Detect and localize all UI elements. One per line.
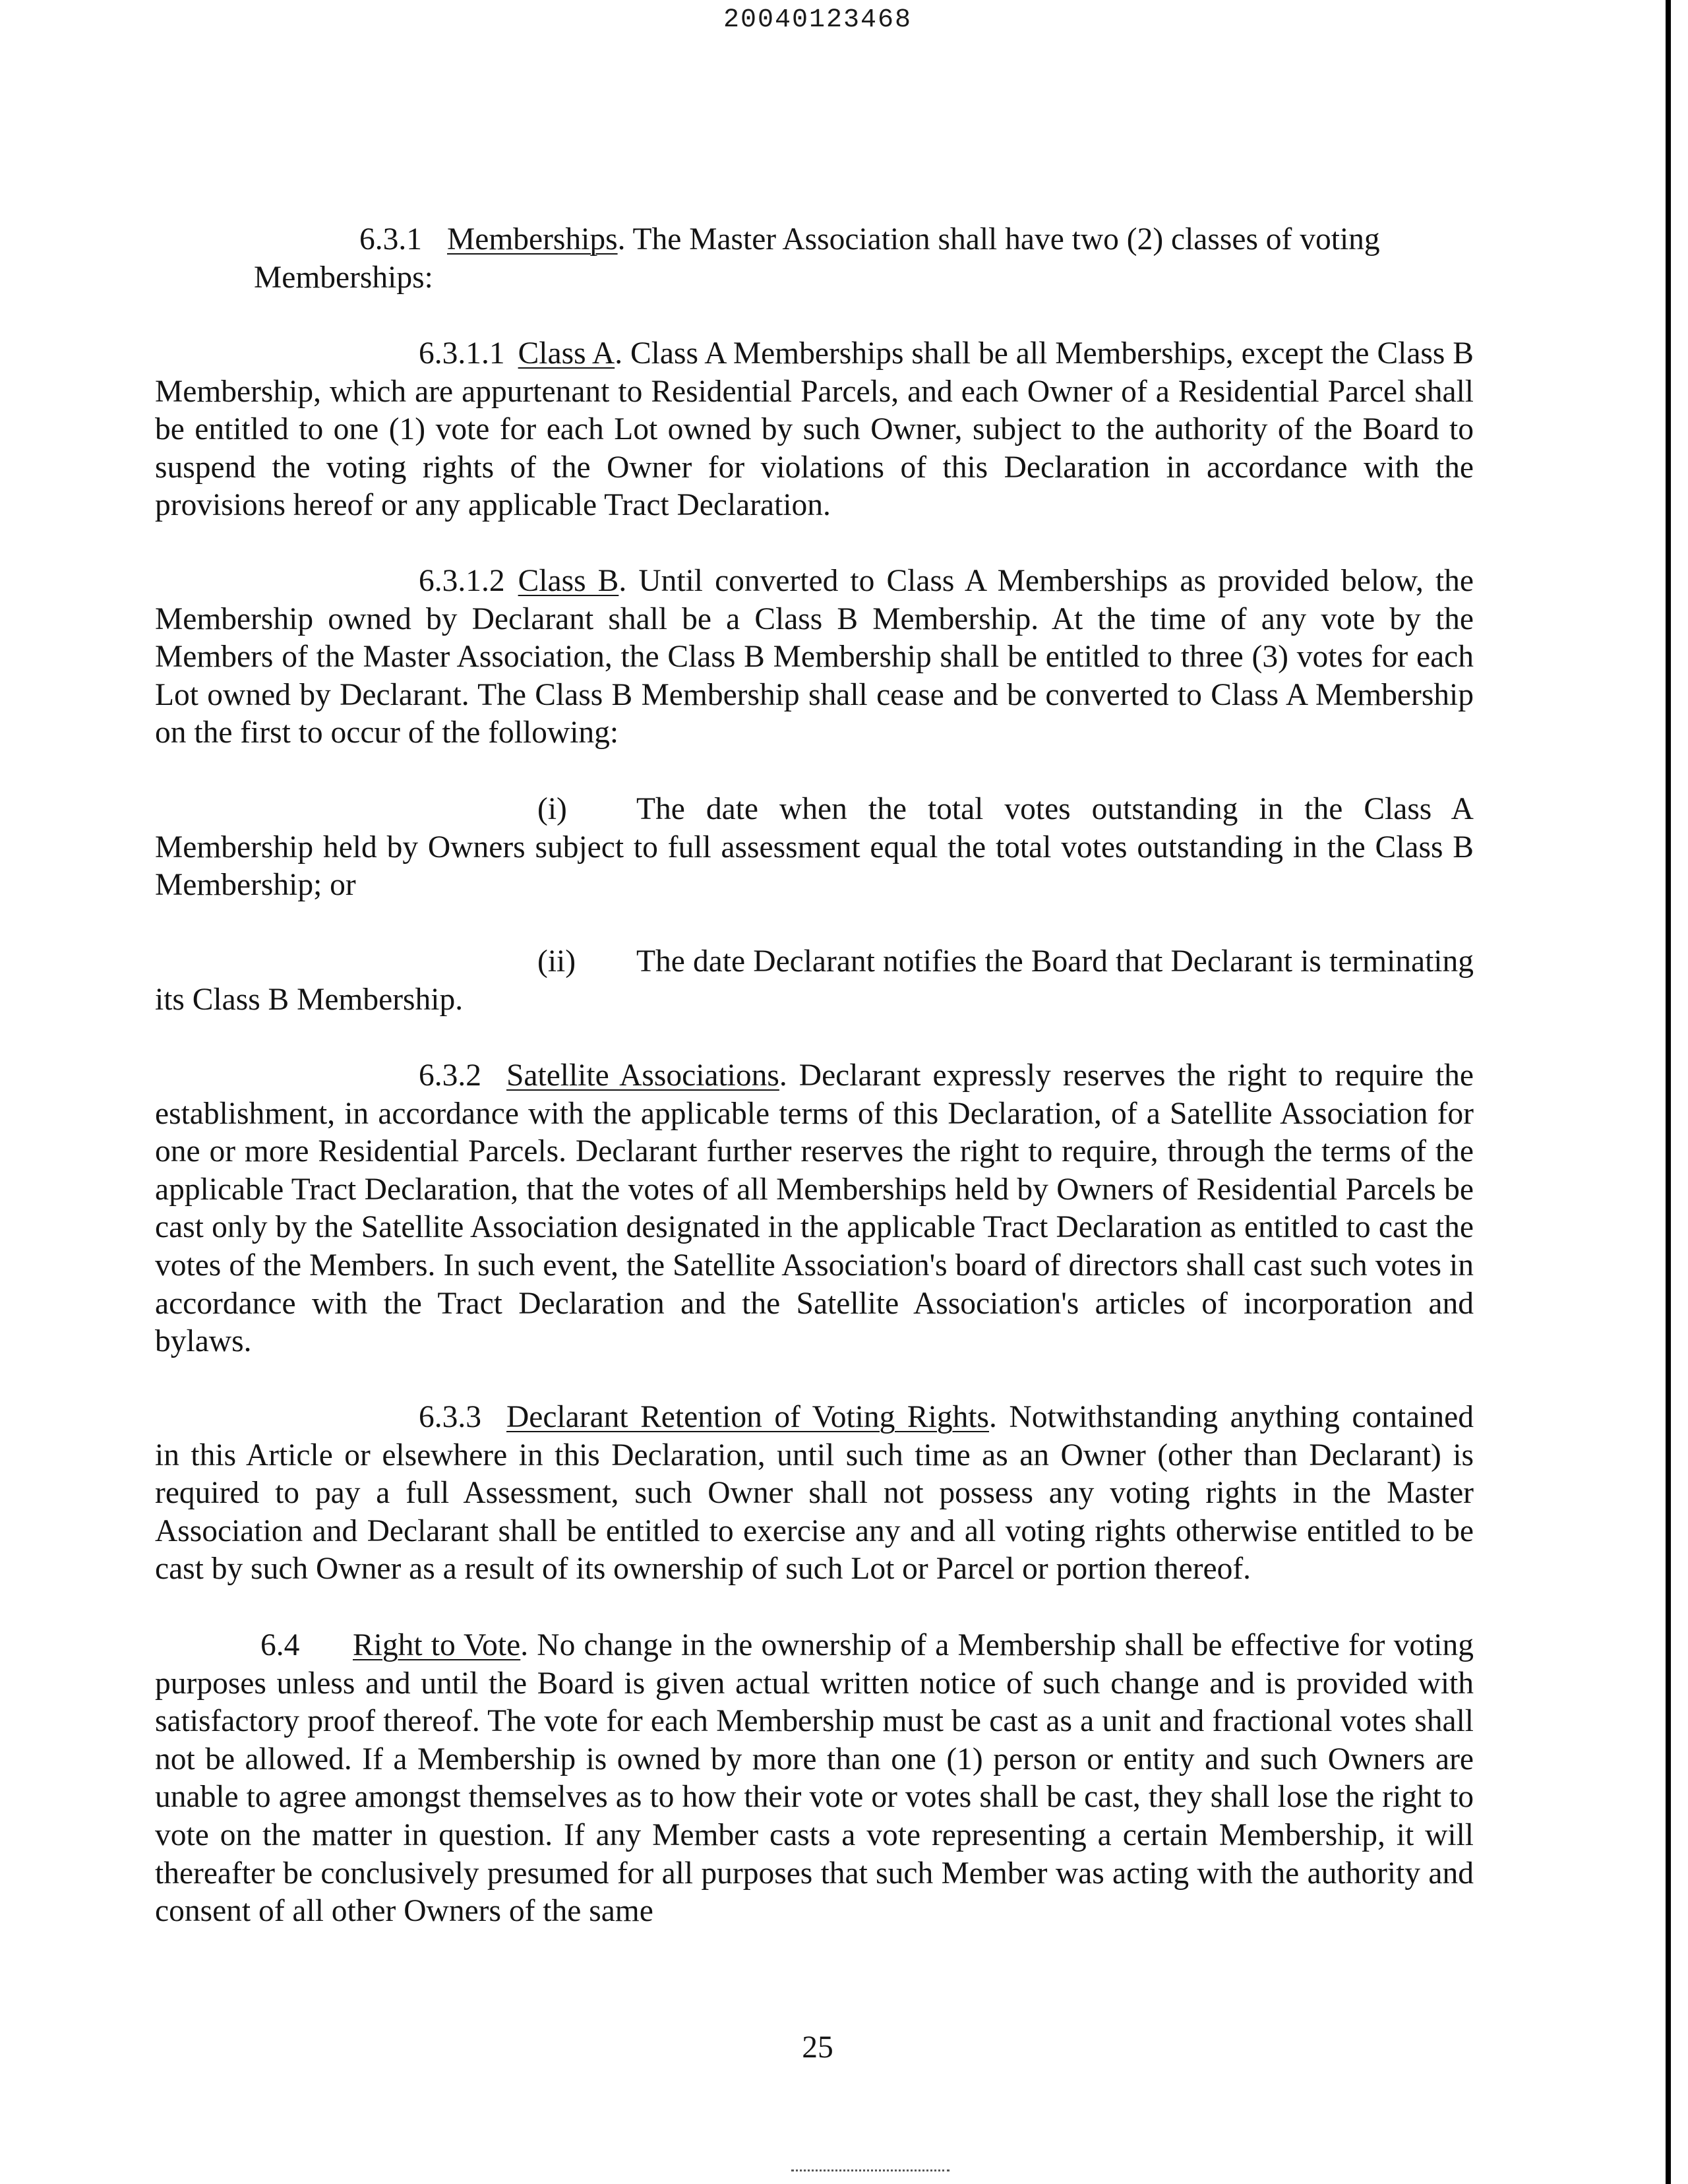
clause-number: (i) [537,792,567,826]
clause-text: The date when the total votes outstanding in the Class A Membership held by Owners subject to full assessment equal the total votes outstanding in the Class B Membership; or [155,792,1474,903]
section-number: 6.4 [260,1628,300,1662]
document-number: 20040123468 [723,5,913,35]
section-number: 6.3.3 [419,1400,481,1434]
section-heading: Class A [518,336,615,371]
section-text: . Notwithstanding anything contained in this Article or elsewhere in this Declaration, until such time as an Owner (other than Declarant) is required to pay a full Assessment, such Owner shall not possess any voting rights in the Master Association and Declarant shall be entitled to exercise any and all voting rights otherwise entitled to be cast by such Owner as a result of its ownership of such Lot or Parcel or portion thereof. [155,1400,1474,1587]
scan-artifact [791,2169,950,2173]
section-heading: Memberships [447,222,618,257]
clause-text: The date Declarant notifies the Board that Declarant is terminating its Class B Membership. [155,944,1474,1017]
clause-ii [155,943,1474,1019]
page-number: 25 [802,2030,833,2065]
clause-number: (ii) [537,944,576,979]
section-text: . Declarant expressly reserves the right to require the establishment, in accordance with the applicable terms of this Declaration, of a Satellite Association for one or more Residential Parcels. Declarant further reserves the right to require, through the terms of the applicable Tract Declaration, that the votes of all Memberships held by Owners of Residential Parcels be cast only by the Satellite Association designated in the applicable Tract Declaration as entitled to cast the votes of the Members. In such event, the Satellite Association's board of directors shall cast such votes in accordance with the Tract Declaration and the Satellite Association's articles of incorporation and bylaws. [155,1058,1474,1359]
section-heading: Satellite Associations [506,1058,779,1093]
clause-i [155,791,1474,905]
section-6-3-1-1 [155,335,1474,525]
section-heading: Right to Vote [353,1628,521,1662]
section-6-3-2 [155,1057,1474,1361]
section-6-3-1-2 [155,562,1474,752]
section-number: 6.3.2 [419,1058,481,1093]
section-number: 6.3.1.1 [419,336,505,371]
section-6-3-1 [254,221,1474,297]
section-number: 6.3.1.2 [419,564,505,598]
page-edge-rule [1666,0,1671,2184]
section-6-3-3 [155,1399,1474,1589]
section-6-4 [155,1627,1474,1931]
section-text: . The Master Association shall have two (2) classes of voting Memberships: [254,222,1380,295]
section-text: . Class A Memberships shall be all Memberships, except the Class B Membership, which are appurtenant to Residential Parcels, and each Owner of a Residential Parcel shall be entitled to one (1) vote for each Lot owned by such Owner, subject to the authority of the Board to suspend the voting rights of the Owner for violations of this Declaration in accordance with the provisions hereof or any applicable Tract Declaration. [155,336,1474,523]
section-text: . Until converted to Class A Memberships as provided below, the Membership owned by Declarant shall be a Class B Membership. At the time of any vote by the Members of the Master Association, the Class B Membership shall be entitled to three (3) votes for each Lot owned by Declarant. The Class B Membership shall cease and be converted to Class A Membership on the first to occur of the following: [155,564,1474,750]
section-heading: Declarant Retention of Voting Rights [506,1400,989,1434]
section-heading: Class B [518,564,619,598]
section-number: 6.3.1 [359,222,422,257]
section-text: . No change in the ownership of a Membership shall be effective for voting purposes unless and until the Board is given actual written notice of such change and is provided with satisfactory proof thereof. The vote for each Membership must be cast as a unit and fractional votes shall not be allowed. If a Membership is owned by more than one (1) person or entity and such Owners are unable to agree amongst themselves as to how their vote or votes shall be cast, they shall lose the right to vote on the matter in question. If any Member casts a vote representing a certain Membership, it will thereafter be conclusively presumed for all purposes that such Member was acting with the authority and consent of all other Owners of the same [155,1628,1474,1929]
